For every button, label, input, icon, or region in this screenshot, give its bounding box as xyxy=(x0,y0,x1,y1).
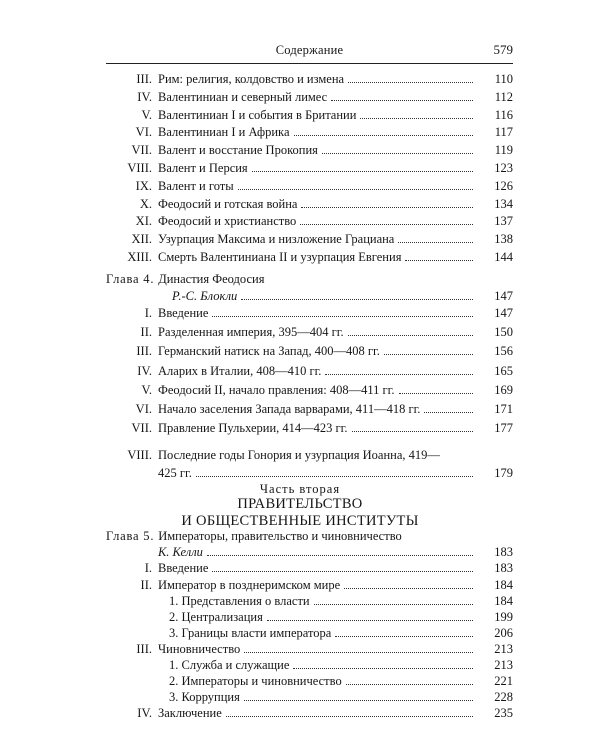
entry-number: II. xyxy=(140,325,152,340)
entry-number: XII. xyxy=(131,232,152,247)
dot-leader xyxy=(322,153,473,154)
entry-title: 2. Императоры и чиновничество xyxy=(169,674,342,688)
entry-number: II. xyxy=(140,578,152,592)
entry-title: 2. Централизация xyxy=(169,610,263,624)
entry-number: IV. xyxy=(137,706,152,720)
entry-page: 213 xyxy=(494,642,513,656)
entry-page: 184 xyxy=(494,594,513,608)
entry-title: Валентиниан I и события в Британии xyxy=(158,107,357,122)
entry-page: 126 xyxy=(494,178,513,193)
dot-leader xyxy=(348,335,473,336)
entry-title: Введение xyxy=(158,306,209,320)
entry-number: VII. xyxy=(131,421,152,436)
entry-page: 147 xyxy=(494,306,513,320)
entry-number: III. xyxy=(136,344,152,359)
entry-title: Валент и восстание Прокопия xyxy=(158,143,318,158)
dot-leader xyxy=(335,636,473,637)
entry-page: 119 xyxy=(494,143,513,158)
entry-title: Феодосий II, начало правления: 408—411 гг. xyxy=(158,382,395,397)
part-2-title-line2: И ОБЩЕСТВЕННЫЕ ИНСТИТУТЫ xyxy=(181,513,419,529)
dot-leader xyxy=(300,224,473,225)
entry-title: Разделенная империя, 395—404 гг. xyxy=(158,325,344,340)
entry-title: Валент и готы xyxy=(158,178,234,193)
dot-leader xyxy=(196,476,473,477)
dot-leader xyxy=(384,354,473,355)
entry-title: Валентиниан и северный лимес xyxy=(158,89,328,104)
entry-number: V. xyxy=(141,382,152,397)
entry-number: VI. xyxy=(135,125,152,140)
entry-number: I. xyxy=(144,561,152,575)
dot-leader xyxy=(325,374,473,375)
entry-title: 3. Коррупция xyxy=(169,690,240,704)
chapter-4-page: 147 xyxy=(494,289,513,303)
entry-number: IV. xyxy=(137,89,152,104)
dot-leader xyxy=(405,260,473,261)
chapter-5-author: К. Келли xyxy=(158,545,203,559)
entry-title: Валентиниан I и Африка xyxy=(158,125,290,140)
dot-leader xyxy=(238,189,473,190)
entry-number: IV. xyxy=(137,363,152,378)
dot-leader xyxy=(294,135,474,136)
entry-title: Смерть Валентиниана II и узурпация Евгения xyxy=(158,250,402,264)
entry-title: Чиновничество xyxy=(158,642,241,656)
part-2-title-line1: ПРАВИТЕЛЬСТВО xyxy=(237,496,363,512)
entry-page: 199 xyxy=(494,610,513,624)
dot-leader xyxy=(212,316,473,317)
entry-page: 221 xyxy=(494,674,513,688)
entry-number: III. xyxy=(136,72,152,86)
dot-leader xyxy=(352,431,473,432)
dot-leader xyxy=(399,393,473,394)
entry-page: 110 xyxy=(494,72,513,86)
dot-leader xyxy=(360,118,473,119)
entry-page: 184 xyxy=(494,578,513,592)
running-header xyxy=(106,41,513,64)
dot-leader xyxy=(331,100,473,101)
chapter-4-heading[interactable] xyxy=(106,272,264,287)
entry-page: 206 xyxy=(494,626,513,640)
entry-page: 112 xyxy=(494,89,513,104)
entry-number: XIII. xyxy=(127,250,152,264)
entry-page: 123 xyxy=(494,161,513,175)
entry-title: Феодосий и христианство xyxy=(158,214,297,229)
entry-number: VII. xyxy=(131,143,152,158)
entry-page: 165 xyxy=(494,363,513,378)
entry-number: VIII. xyxy=(127,161,152,175)
dot-leader xyxy=(244,700,473,701)
entry-number: I. xyxy=(144,306,152,320)
entry-title: Германский натиск на Запад, 400—408 гг. xyxy=(158,344,380,359)
chapter-4-title: Династия Феодосия xyxy=(158,272,265,286)
entry-page: 144 xyxy=(494,250,513,264)
entry-page: 235 xyxy=(494,706,513,720)
entry-title: Император в позднеримском мире xyxy=(158,578,341,592)
entry-page: 138 xyxy=(494,232,513,247)
dot-leader xyxy=(267,620,473,621)
entry-title: Узурпация Максима и низложение Грациана xyxy=(158,232,395,247)
dot-leader xyxy=(344,588,473,589)
entry-page: 179 xyxy=(494,466,513,480)
dot-leader xyxy=(301,207,473,208)
entry-title: Последние годы Гонория и узурпация Иоанна, 419— xyxy=(158,448,440,462)
entry-page: 156 xyxy=(494,344,513,359)
entry-page: 137 xyxy=(494,214,513,229)
entry-page: 177 xyxy=(494,421,513,436)
entry-page: 228 xyxy=(494,690,513,704)
entry-number: VIII. xyxy=(127,448,152,462)
dot-leader xyxy=(212,571,473,572)
dot-leader xyxy=(252,171,473,172)
dot-leader xyxy=(244,652,473,653)
entry-number: X. xyxy=(139,196,152,211)
chapter-5-title: Императоры, правительство и чиновничество xyxy=(158,529,402,543)
chapter-5-heading[interactable] xyxy=(106,529,402,544)
entry-page: 183 xyxy=(494,561,513,575)
dot-leader xyxy=(207,555,473,556)
entry-title: 3. Границы власти императора xyxy=(169,626,332,640)
entry-title: 1. Служба и служащие xyxy=(169,658,290,672)
dot-leader xyxy=(293,668,473,669)
dot-leader xyxy=(226,716,473,717)
entry-page: 213 xyxy=(494,658,513,672)
entry-title: Начало заселения Запада варварами, 411—418 гг. xyxy=(158,402,421,416)
entry-page: 169 xyxy=(494,382,513,397)
chapter-5-label: Глава 5. xyxy=(106,529,155,543)
entry-number: VI. xyxy=(135,402,152,416)
entry-page: 117 xyxy=(494,125,513,140)
entry-page: 171 xyxy=(494,402,513,416)
page-number: 579 xyxy=(493,42,513,57)
chapter-5-page: 183 xyxy=(494,545,513,559)
entry-page: 134 xyxy=(494,196,513,211)
entry-title: Феодосий и готская война xyxy=(158,196,298,211)
entry-number: III. xyxy=(136,642,152,656)
entry-page: 116 xyxy=(494,107,513,122)
dot-leader xyxy=(314,604,473,605)
entry-title: 1. Представления о власти xyxy=(169,594,310,608)
dot-leader xyxy=(424,412,473,413)
dot-leader xyxy=(398,242,473,243)
entry-number: IX. xyxy=(135,178,152,193)
entry-title: Заключение xyxy=(158,706,222,720)
dot-leader xyxy=(241,299,473,300)
header-title: Содержание xyxy=(275,43,344,57)
entry-title: Рим: религия, колдовство и измена xyxy=(158,72,345,86)
entry-title-line2: 425 гг. xyxy=(158,466,192,480)
entry-title: Введение xyxy=(158,561,209,575)
dot-leader xyxy=(346,684,473,685)
chapter-4-label: Глава 4. xyxy=(106,272,155,286)
entry-title: Валент и Персия xyxy=(158,161,248,175)
chapter-4-author: Р.-С. Блокли xyxy=(172,289,238,303)
entry-title: Аларих в Италии, 408—410 гг. xyxy=(158,363,322,378)
entry-number: V. xyxy=(141,107,152,122)
part-2-label: Часть вторая xyxy=(259,482,341,496)
entry-page: 150 xyxy=(494,325,513,340)
dot-leader xyxy=(348,82,473,83)
entry-title: Правление Пульхерии, 414—423 гг. xyxy=(158,421,348,436)
entry-number: XI. xyxy=(135,214,152,229)
